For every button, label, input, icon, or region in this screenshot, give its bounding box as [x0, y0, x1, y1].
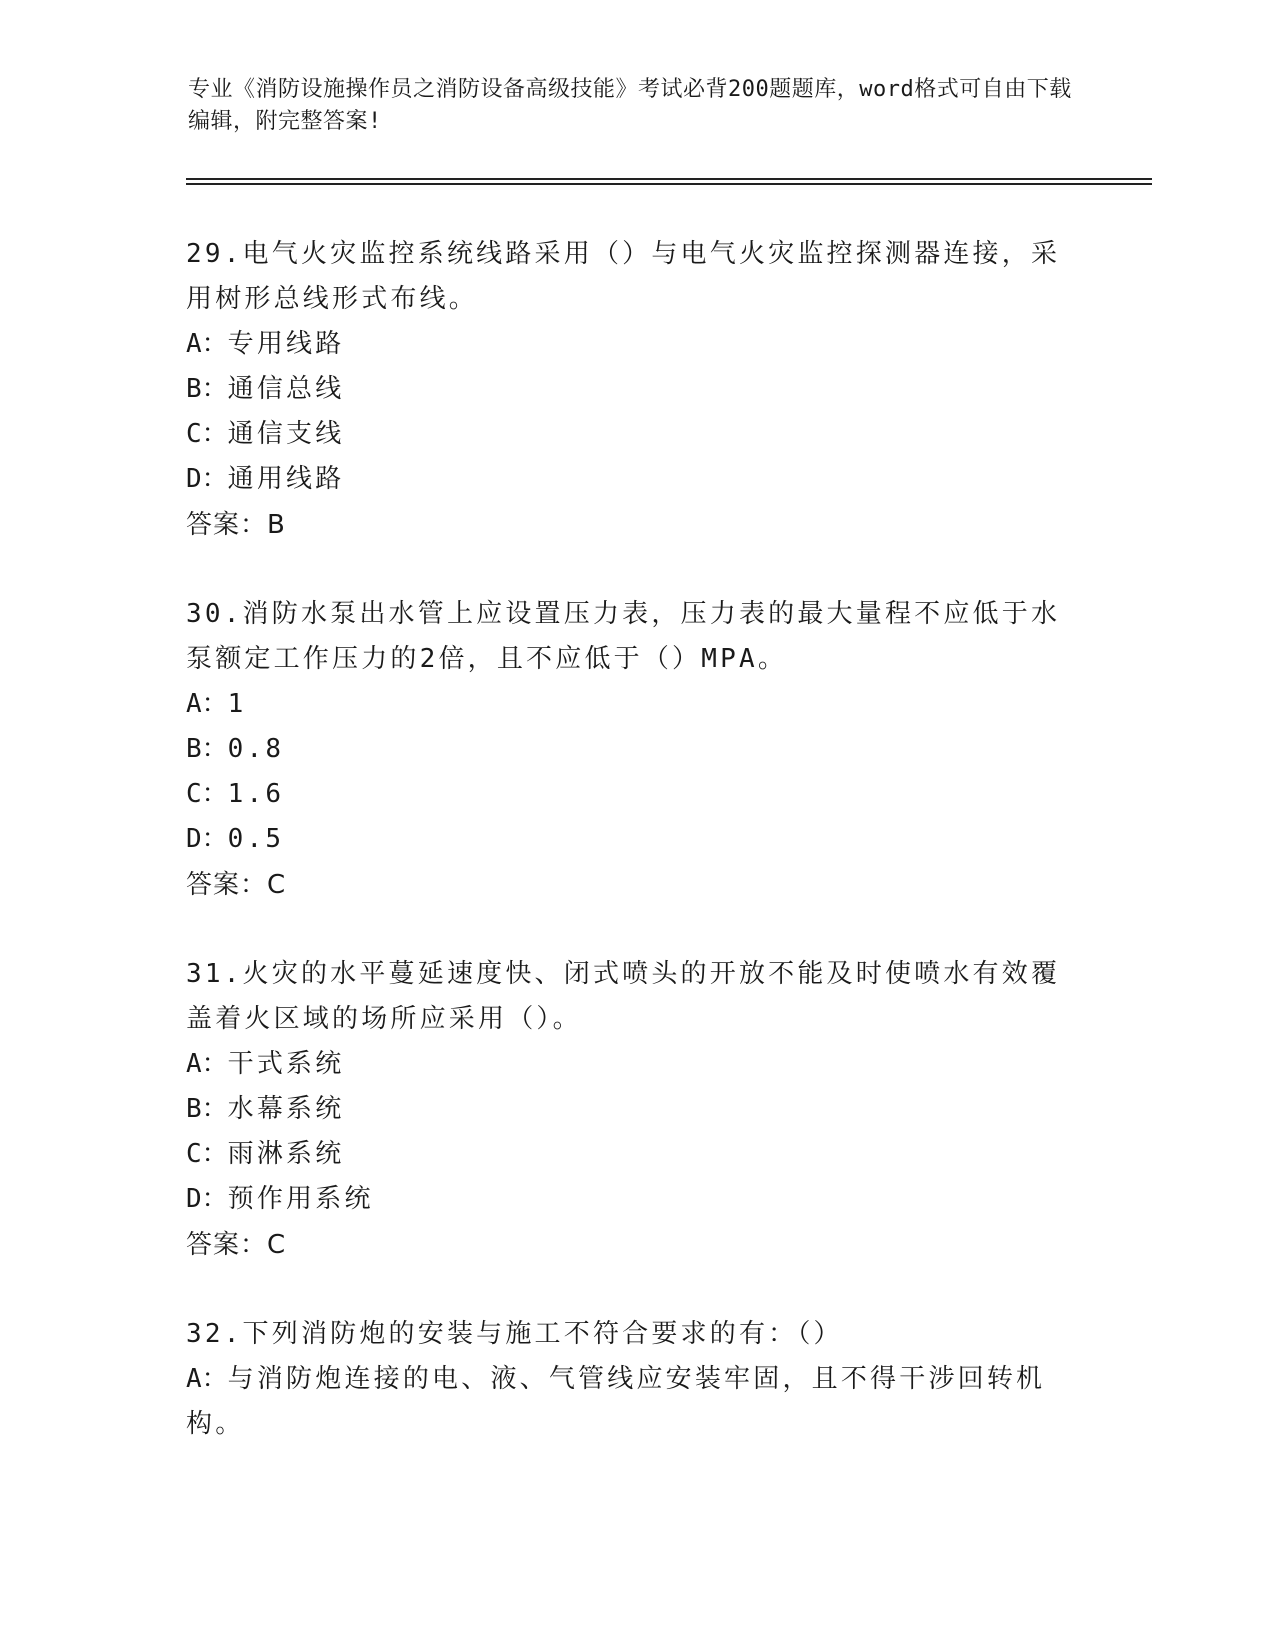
- option-key: A：: [186, 1049, 228, 1079]
- option-key: C：: [186, 1139, 228, 1169]
- option-key: B：: [186, 1094, 228, 1124]
- option-text: 干式系统: [227, 1049, 345, 1079]
- option-c: [186, 772, 1086, 817]
- option-key: C：: [186, 779, 228, 809]
- document-intro: 专业《消防设施操作员之消防设备高级技能》考试必背200题题库，word格式可自由下载编辑，附完整答案!: [188, 77, 1072, 134]
- option-key: B：: [186, 734, 228, 764]
- option-key: A：: [186, 689, 228, 719]
- option-text: 0.8: [227, 734, 285, 764]
- option-a: [186, 322, 1086, 367]
- question-stem: 31.火灾的水平蔓延速度快、闭式喷头的开放不能及时使喷水有效覆盖着火区域的场所应采用（）。: [186, 959, 1061, 1034]
- option-a: [186, 1357, 1086, 1447]
- question-29: [186, 232, 1086, 548]
- option-text: 通用线路: [227, 464, 345, 494]
- question-32: [186, 1312, 1086, 1447]
- option-text: 0.5: [227, 824, 285, 854]
- option-key: B：: [186, 374, 228, 404]
- question-list: [186, 232, 1086, 1491]
- option-text: 通信总线: [227, 374, 345, 404]
- option-d: [186, 817, 1086, 862]
- option-c: [186, 412, 1086, 457]
- header-divider: [186, 178, 1152, 185]
- question-stem: 30.消防水泵出水管上应设置压力表，压力表的最大量程不应低于水泵额定工作压力的2倍，且不应低于（）MPA。: [186, 599, 1061, 674]
- option-text: 1.6: [227, 779, 285, 809]
- option-text: 水幕系统: [227, 1094, 345, 1124]
- question-31: [186, 952, 1086, 1268]
- answer-label: 答案：C: [186, 1230, 287, 1260]
- question-stem: 29.电气火灾监控系统线路采用（）与电气火灾监控探测器连接，采用树形总线形式布线。: [186, 239, 1061, 314]
- answer-label: 答案：C: [186, 870, 287, 900]
- option-text: 雨淋系统: [227, 1139, 345, 1169]
- option-key: A：: [186, 329, 228, 359]
- question-30: [186, 592, 1086, 908]
- option-c: [186, 1132, 1086, 1177]
- option-text: 通信支线: [227, 419, 345, 449]
- option-d: [186, 457, 1086, 502]
- option-b: [186, 367, 1086, 412]
- question-stem: 32.下列消防炮的安装与施工不符合要求的有：（）: [186, 1319, 843, 1349]
- option-key: D：: [186, 824, 228, 854]
- option-a: [186, 1042, 1086, 1087]
- option-key: D：: [186, 1184, 228, 1214]
- option-text: 与消防炮连接的电、液、气管线应安装牢固，且不得干涉回转机构。: [186, 1364, 1046, 1439]
- option-key: D：: [186, 464, 228, 494]
- option-b: [186, 1087, 1086, 1132]
- option-text: 1: [227, 689, 247, 719]
- option-a: [186, 682, 1086, 727]
- option-b: [186, 727, 1086, 772]
- option-d: [186, 1177, 1086, 1222]
- option-key: C：: [186, 419, 228, 449]
- answer-label: 答案：B: [186, 510, 286, 540]
- option-text: 预作用系统: [227, 1184, 374, 1214]
- option-text: 专用线路: [227, 329, 345, 359]
- option-key: A：: [186, 1364, 228, 1394]
